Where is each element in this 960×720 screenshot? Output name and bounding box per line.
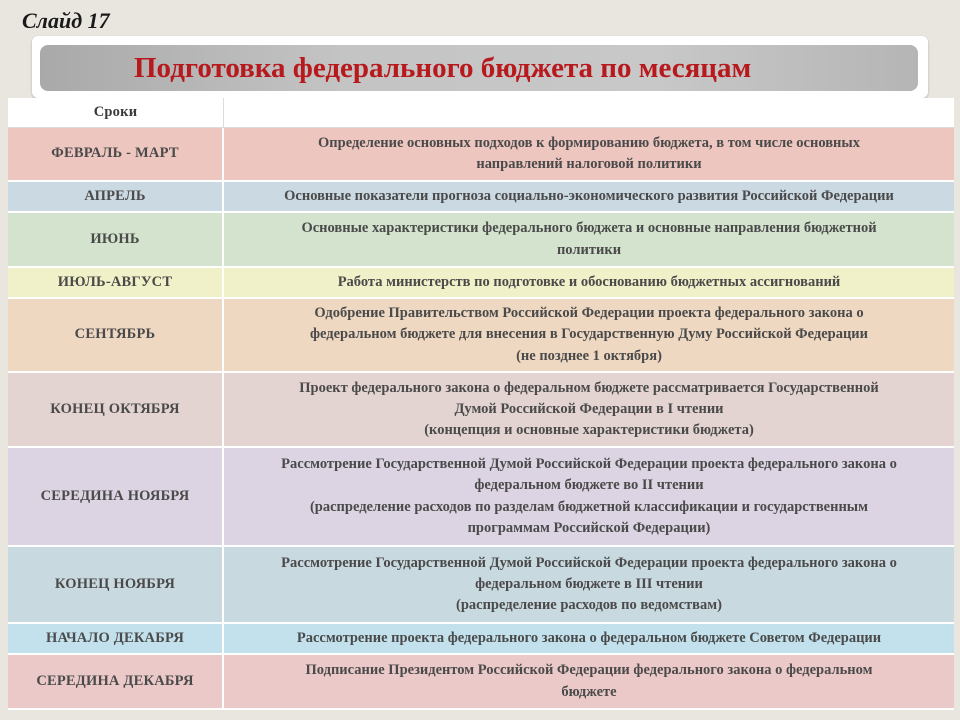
- row-month-cell: АПРЕЛЬ: [8, 182, 224, 213]
- row-month-cell: СЕНТЯБРЬ: [8, 299, 224, 373]
- budget-schedule-table: [8, 98, 954, 710]
- row-description-cell: Определение основных подходов к формированию бюджета, в том числе основных направлений налоговой политики: [224, 128, 954, 182]
- row-month-cell: НАЧАЛО ДЕКАБРЯ: [8, 624, 224, 655]
- row-description-cell: Основные характеристики федерального бюджета и основные направления бюджетной политики: [224, 213, 954, 268]
- row-month-cell: КОНЕЦ НОЯБРЯ: [8, 547, 224, 624]
- slide-number-label: Слайд 17: [22, 8, 110, 33]
- row-month-cell: ФЕВРАЛЬ - МАРТ: [8, 128, 224, 182]
- row-description-cell: Одобрение Правительством Российской Федерации проекта федерального закона о федеральном бюджете для внесения в Государственную Думу Российской Федерации (не позднее 1 октября): [224, 299, 954, 373]
- row-description-cell: Проект федерального закона о федеральном бюджете рассматривается Государственной Думой Российской Федерации в I чтении (концепция и основные характеристики бюджета): [224, 373, 954, 448]
- header-description-cell: [224, 98, 954, 128]
- row-month-cell: СЕРЕДИНА ДЕКАБРЯ: [8, 655, 224, 710]
- row-description-cell: Рассмотрение Государственной Думой Российской Федерации проекта федерального закона о федеральном бюджете в III чтении (распределение расходов по ведомствам): [224, 547, 954, 624]
- row-description-cell: Рассмотрение Государственной Думой Российской Федерации проекта федерального закона о федеральном бюджете во II чтении (распределение расходов по разделам бюджетной классификации и государственным программам Российской Федерации): [224, 448, 954, 547]
- row-month-cell: ИЮЛЬ-АВГУСТ: [8, 268, 224, 299]
- row-description-cell: Подписание Президентом Российской Федерации федерального закона о федеральном бюджете: [224, 655, 954, 710]
- header-term-cell: Сроки: [8, 98, 224, 128]
- page-title: Подготовка федерального бюджета по месяцам: [134, 52, 752, 84]
- row-month-cell: ИЮНЬ: [8, 213, 224, 268]
- row-description-cell: Работа министерств по подготовке и обоснованию бюджетных ассигнований: [224, 268, 954, 299]
- row-description-cell: Рассмотрение проекта федерального закона о федеральном бюджете Советом Федерации: [224, 624, 954, 655]
- row-month-cell: СЕРЕДИНА НОЯБРЯ: [8, 448, 224, 547]
- row-description-cell: Основные показатели прогноза социально-экономического развития Российской Федерации: [224, 182, 954, 213]
- row-month-cell: КОНЕЦ ОКТЯБРЯ: [8, 373, 224, 448]
